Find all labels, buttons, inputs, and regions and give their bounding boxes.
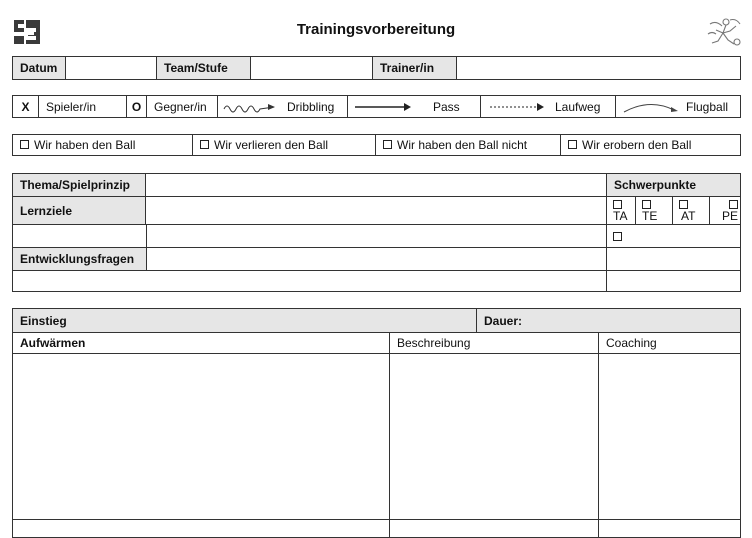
checkbox-icon[interactable] <box>383 140 392 149</box>
focus-option-at[interactable]: AT <box>679 198 707 224</box>
opponent-symbol: O <box>127 96 147 117</box>
warmup-drawing-area[interactable] <box>13 354 389 519</box>
info-row <box>12 56 741 80</box>
focus-label: Schwerpunkte <box>606 174 740 196</box>
theme-label: Thema/Spielprinzip <box>13 174 146 196</box>
checkbox-icon[interactable] <box>20 140 29 149</box>
coaching-label: Coaching <box>598 333 740 353</box>
questions-label: Entwicklungsfragen <box>13 248 146 270</box>
run-label: Laufweg <box>545 96 616 117</box>
duration-label: Dauer: <box>476 309 740 332</box>
checkbox-icon[interactable] <box>679 200 688 209</box>
date-label: Datum <box>13 57 66 79</box>
questions-field[interactable] <box>147 248 606 270</box>
focus-option-pe[interactable]: PE <box>716 198 740 224</box>
checkbox-icon[interactable] <box>642 200 651 209</box>
warmup-coaching-field[interactable] <box>599 354 740 519</box>
team-field[interactable] <box>251 57 373 79</box>
checkbox-icon[interactable] <box>729 200 738 209</box>
focus-option-ta[interactable]: TA <box>613 198 635 224</box>
focus-option-other[interactable] <box>613 230 633 244</box>
checkbox-icon[interactable] <box>613 200 622 209</box>
phase-option[interactable]: Wir haben den Ball nicht <box>376 135 561 155</box>
date-field[interactable] <box>66 57 156 79</box>
theme-field[interactable] <box>146 174 606 196</box>
footballer-sketch-logo-icon <box>706 16 744 48</box>
trainer-field[interactable] <box>457 57 740 79</box>
flight-label: Flugball <box>686 99 729 114</box>
goals-field[interactable] <box>146 197 606 224</box>
warmup-label: Aufwärmen <box>20 336 86 350</box>
flight-arc-icon <box>616 96 682 117</box>
game-phases-row <box>12 134 741 156</box>
checkbox-icon[interactable] <box>200 140 209 149</box>
opponent-label: Gegner/in <box>147 96 218 117</box>
page-title: Trainingsvorbereitung <box>296 21 456 38</box>
team-label: Team/Stufe <box>156 57 251 79</box>
theme-block <box>12 173 741 292</box>
intro-block <box>12 308 741 538</box>
warmup-description-field[interactable] <box>390 354 598 519</box>
questions-field-extra[interactable] <box>13 271 740 291</box>
pass-arrow-icon <box>348 96 416 117</box>
phase-option[interactable]: Wir erobern den Ball <box>561 135 740 155</box>
phase-option[interactable]: Wir haben den Ball <box>13 135 193 155</box>
phase-option[interactable]: Wir verlieren den Ball <box>193 135 376 155</box>
checkbox-icon[interactable] <box>568 140 577 149</box>
player-label: Spieler/in <box>39 96 127 117</box>
player-symbol: X <box>13 96 39 117</box>
intro-title: Einstieg <box>13 309 476 332</box>
trainer-label: Trainer/in <box>372 57 457 79</box>
dribbling-label: Dribbling <box>280 96 348 117</box>
focus-option-te[interactable]: TE <box>642 198 670 224</box>
goals-label: Lernziele <box>13 197 146 224</box>
symbol-legend <box>12 95 741 118</box>
description-label: Beschreibung <box>389 333 598 353</box>
pass-label: Pass <box>416 96 481 117</box>
dribbling-line-icon <box>218 96 280 117</box>
checkbox-icon[interactable] <box>613 232 622 241</box>
run-path-icon <box>481 96 545 117</box>
